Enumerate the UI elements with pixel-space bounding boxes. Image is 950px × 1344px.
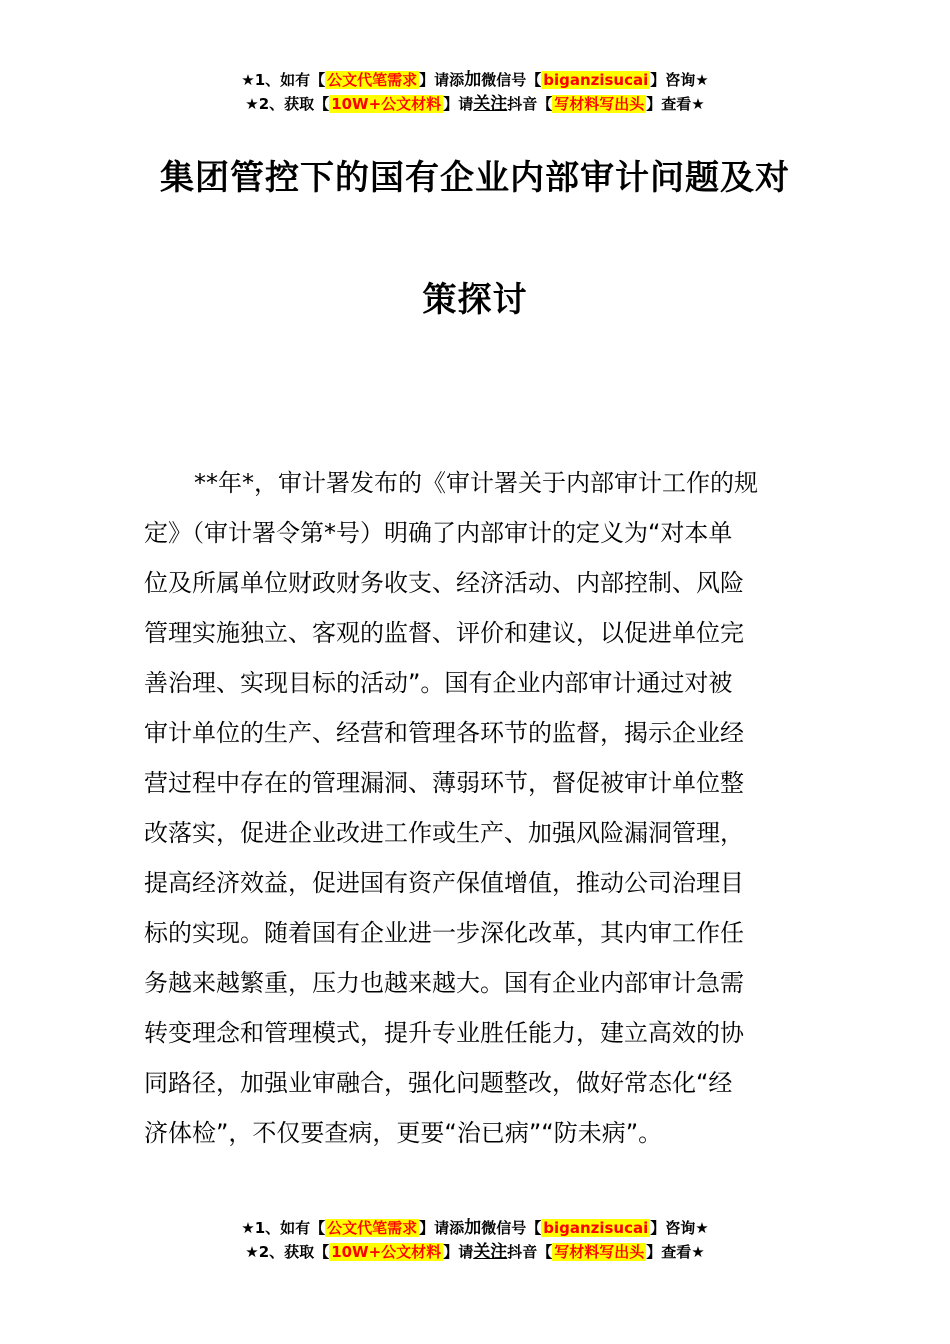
paragraph-line: 改落实，促进企业改进工作或生产、加强风险漏洞管理， xyxy=(144,819,744,847)
document-title-line-1: 集团管控下的国有企业内部审计问题及对 xyxy=(160,158,790,198)
promo-highlight: 10W+公文材料 xyxy=(331,95,442,113)
promo-line-1: ★1、如有【 公文代笔需求 】请添加微信号【 biganzisucai 】咨询★ xyxy=(241,70,709,90)
promo-highlight: 公文代笔需求 xyxy=(327,71,418,89)
paragraph-line: 审计单位的生产、经营和管理各环节的监督，揭示企业经 xyxy=(144,719,744,747)
paragraph-line: 位及所属单位财政财务收支、经济活动、内部控制、风险 xyxy=(144,569,744,597)
douyin-id-highlight: 写材料写出头 xyxy=(554,1243,645,1261)
paragraph-line: 营过程中存在的管理漏洞、薄弱环节，督促被审计单位整 xyxy=(144,769,744,797)
paragraph-line: 转变理念和管理模式，提升专业胜任能力，建立高效的协 xyxy=(144,1019,744,1047)
promo-highlight: 10W+公文材料 xyxy=(331,1243,442,1261)
paragraph-line: 同路径，加强业审融合，强化问题整改，做好常态化“经 xyxy=(144,1069,733,1097)
paragraph-line: 提高经济效益，促进国有资产保值增值，推动公司治理目 xyxy=(144,869,744,897)
promo-highlight: 公文代笔需求 xyxy=(327,1219,418,1237)
paragraph-line: 标的实现。随着国有企业进一步深化改革，其内审工作任 xyxy=(144,919,744,947)
paragraph-line: 管理实施独立、客观的监督、评价和建议，以促进单位完 xyxy=(144,619,744,647)
paragraph-line: 定》（审计署令第*号）明确了内部审计的定义为“对本单 xyxy=(144,519,733,547)
footer-promo-banner xyxy=(0,1216,950,1264)
paragraph-line: **年*，审计署发布的《审计署关于内部审计工作的规 xyxy=(194,469,758,497)
paragraph-line: 务越来越繁重，压力也越来越大。国有企业内部审计急需 xyxy=(144,969,744,997)
promo-line-2: ★2、获取【 10W+公文材料 】请关注抖音【 写材料写出头 】查看★ xyxy=(245,1242,705,1262)
promo-line-2: ★2、获取【 10W+公文材料 】请关注抖音【 写材料写出头 】查看★ xyxy=(245,94,705,114)
document-paragraph xyxy=(144,458,809,1158)
header-promo-banner xyxy=(0,68,950,116)
paragraph-line: 济体检”，不仅要查病，更要“治已病”“防未病”。 xyxy=(144,1119,663,1147)
wechat-id-highlight: biganzisucai xyxy=(543,1219,649,1237)
document-title-line-2: 策探讨 xyxy=(422,280,528,320)
promo-line-1: ★1、如有【 公文代笔需求 】请添加微信号【 biganzisucai 】咨询★ xyxy=(241,1218,709,1238)
paragraph-line: 善治理、实现目标的活动”。国有企业内部审计通过对被 xyxy=(144,669,733,697)
wechat-id-highlight: biganzisucai xyxy=(543,71,649,89)
douyin-id-highlight: 写材料写出头 xyxy=(554,95,645,113)
